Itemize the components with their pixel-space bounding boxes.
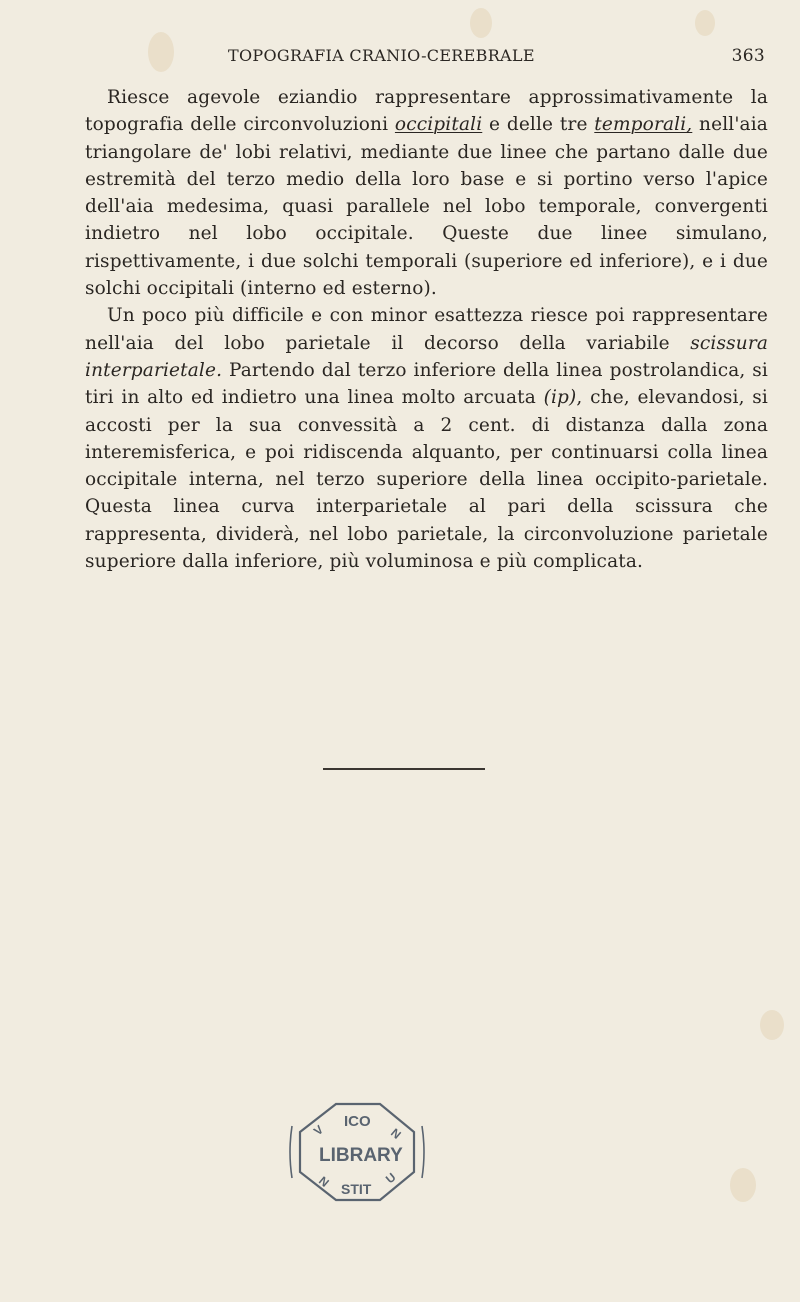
svg-text:U: U (382, 1169, 399, 1187)
library-stamp (278, 1096, 436, 1208)
paper-stain (760, 1010, 784, 1040)
library-stamp-seal (278, 1096, 436, 1208)
running-head (200, 44, 765, 72)
svg-text:LIBRARY: LIBRARY (319, 1145, 403, 1166)
svg-text:ICO: ICO (344, 1113, 371, 1130)
svg-text:N: N (388, 1125, 404, 1142)
text-run: e delle tre (482, 114, 595, 136)
text-run: Un poco più difficile e con minor esattezza riesce poi rappresentare nell'aia del lobo parietale il decorso della variabile (85, 305, 768, 354)
paragraph (85, 84, 768, 302)
running-title: TOPOGRAFIA CRANIO-CEREBRALE (228, 46, 535, 65)
text-run: Riesce agevole eziandio rappresentare approssimativamente la topografia delle circonvoluzioni (85, 87, 768, 136)
page-number: 363 (731, 46, 765, 66)
italic-term: scissura interparietale. (85, 332, 768, 381)
text-run: nell'aia triangolare de' lobi relativi, mediante due linee che partano dalle due estremità del terzo medio della loro base e si portino verso l'apice dell'aia medesima, quasi parallele nel lobo temporale, convergenti indietro nel lobo occipitale. Queste due linee simulano, rispettivamente, i due solchi temporali (superiore ed inferiore), e i due solchi occipitali (interno ed esterno). (85, 114, 768, 300)
text-run: Partendo dal terzo inferiore della linea postrolandica, si tiri in alto ed indietro una linea molto arcuata (85, 359, 768, 409)
svg-text:STIT: STIT (341, 1181, 372, 1197)
italic-term: (ip) (543, 387, 577, 409)
paragraph (85, 302, 768, 575)
paper-stain (148, 32, 174, 72)
italic-term: occipitali (394, 114, 483, 136)
italic-term: temporali, (594, 114, 693, 136)
section-end-rule (323, 768, 485, 770)
paper-stain (470, 8, 492, 38)
text-run: , che, elevandosi, si accosti per la sua convessità a 2 cent. di distanza dalla zona interemisferica, e poi ridiscenda alquanto, per continuarsi colla linea occipitale interna, nel terzo superiore della linea occipito-parietale. Questa linea curva interparietale al pari della scissura che rappresenta, dividerà, nel lobo parietale, la circonvoluzione parietale superiore dalla inferiore, più voluminosa e più complicata. (85, 387, 769, 573)
svg-text:N: N (316, 1173, 332, 1190)
paper-stain (730, 1168, 756, 1202)
svg-text:V: V (310, 1122, 327, 1139)
paper-stain (695, 10, 715, 36)
body-text (85, 84, 768, 575)
